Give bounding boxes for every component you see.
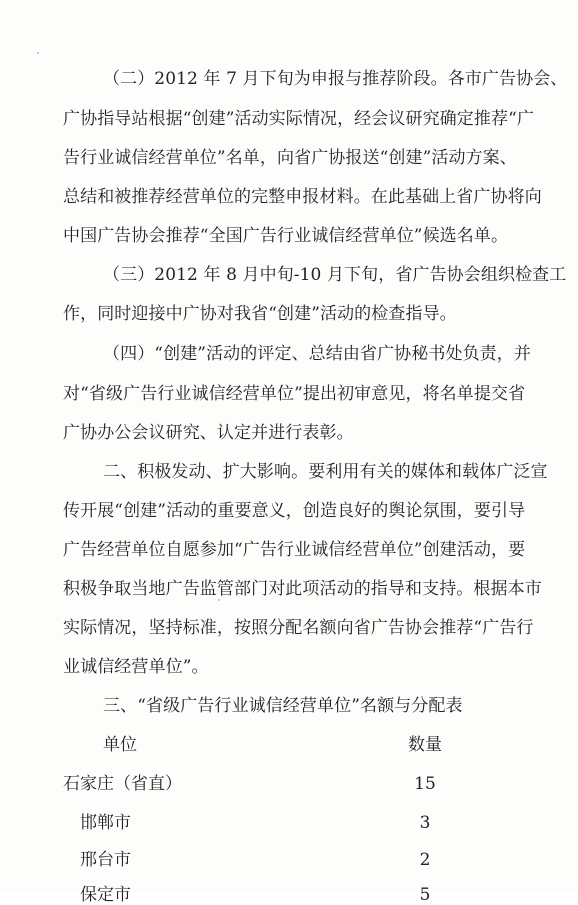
paragraph-2-line-1: （二）2012 年 7 月下旬为申报与推荐阶段。各市广告协会、: [103, 69, 568, 89]
paragraph-4-line-1: （四）“创建”活动的评定、总结由省广协秘书处负责，并: [103, 344, 531, 364]
paragraph-2-line-5: 中国广告协会推荐“全国广告行业诚信经营单位”候选名单。: [63, 226, 509, 246]
section-2-line-4: 积极争取当地广告监管部门对此项活动的指导和支持。根据本市: [63, 579, 542, 599]
scan-speck: [37, 52, 39, 54]
section-2-line-5: 实际情况，坚持标准，按照分配名额向省广告协会推荐“广告行: [63, 618, 534, 638]
paragraph-2-line-3: 告行业诚信经营单位”名单，向省广协报送“创建”活动方案、: [63, 148, 517, 168]
section-3-heading: 三、“省级广告行业诚信经营单位”名额与分配表: [103, 696, 463, 716]
scan-speck: [218, 599, 220, 601]
row-qty: 5: [419, 885, 431, 905]
header-unit: 单位: [103, 735, 137, 755]
row-unit: 邯郸市: [80, 813, 131, 833]
row-unit: 保定市: [80, 885, 131, 905]
paragraph-3-line-2: 作，同时迎接中广协对我省“创建”活动的检查指导。: [63, 304, 457, 324]
section-2-line-2: 传开展“创建”活动的重要意义，创造良好的舆论氛围，要引导: [63, 501, 526, 521]
row-unit: 石家庄（省直）: [63, 774, 182, 794]
paragraph-2-line-4: 总结和被推荐经营单位的完整申报材料。在此基础上省广协将向: [63, 187, 542, 207]
row-qty: 15: [414, 774, 436, 794]
paragraph-2-line-2: 广协指导站根据“创建”活动实际情况，经会议研究确定推荐“广: [63, 109, 534, 129]
paragraph-3-line-1: （三）2012 年 8 月中旬-10 月下旬，省广告协会组织检查工: [103, 265, 567, 285]
paragraph-4-line-3: 广协办公会议研究、认定并进行表彰。: [63, 423, 354, 443]
header-qty: 数量: [408, 735, 442, 755]
section-2-line-1: 二、积极发动、扩大影响。要利用有关的媒体和载体广泛宣: [103, 462, 548, 482]
row-unit: 邢台市: [80, 850, 131, 870]
row-qty: 2: [419, 850, 431, 870]
section-2-line-6: 业诚信经营单位”。: [63, 657, 209, 677]
section-2-line-3: 广告经营单位自愿参加“广告行业诚信经营单位”创建活动，要: [63, 540, 526, 560]
row-qty: 3: [419, 813, 431, 833]
paragraph-4-line-2: 对“省级广告行业诚信经营单位”提出初审意见，将名单提交省: [63, 384, 526, 404]
